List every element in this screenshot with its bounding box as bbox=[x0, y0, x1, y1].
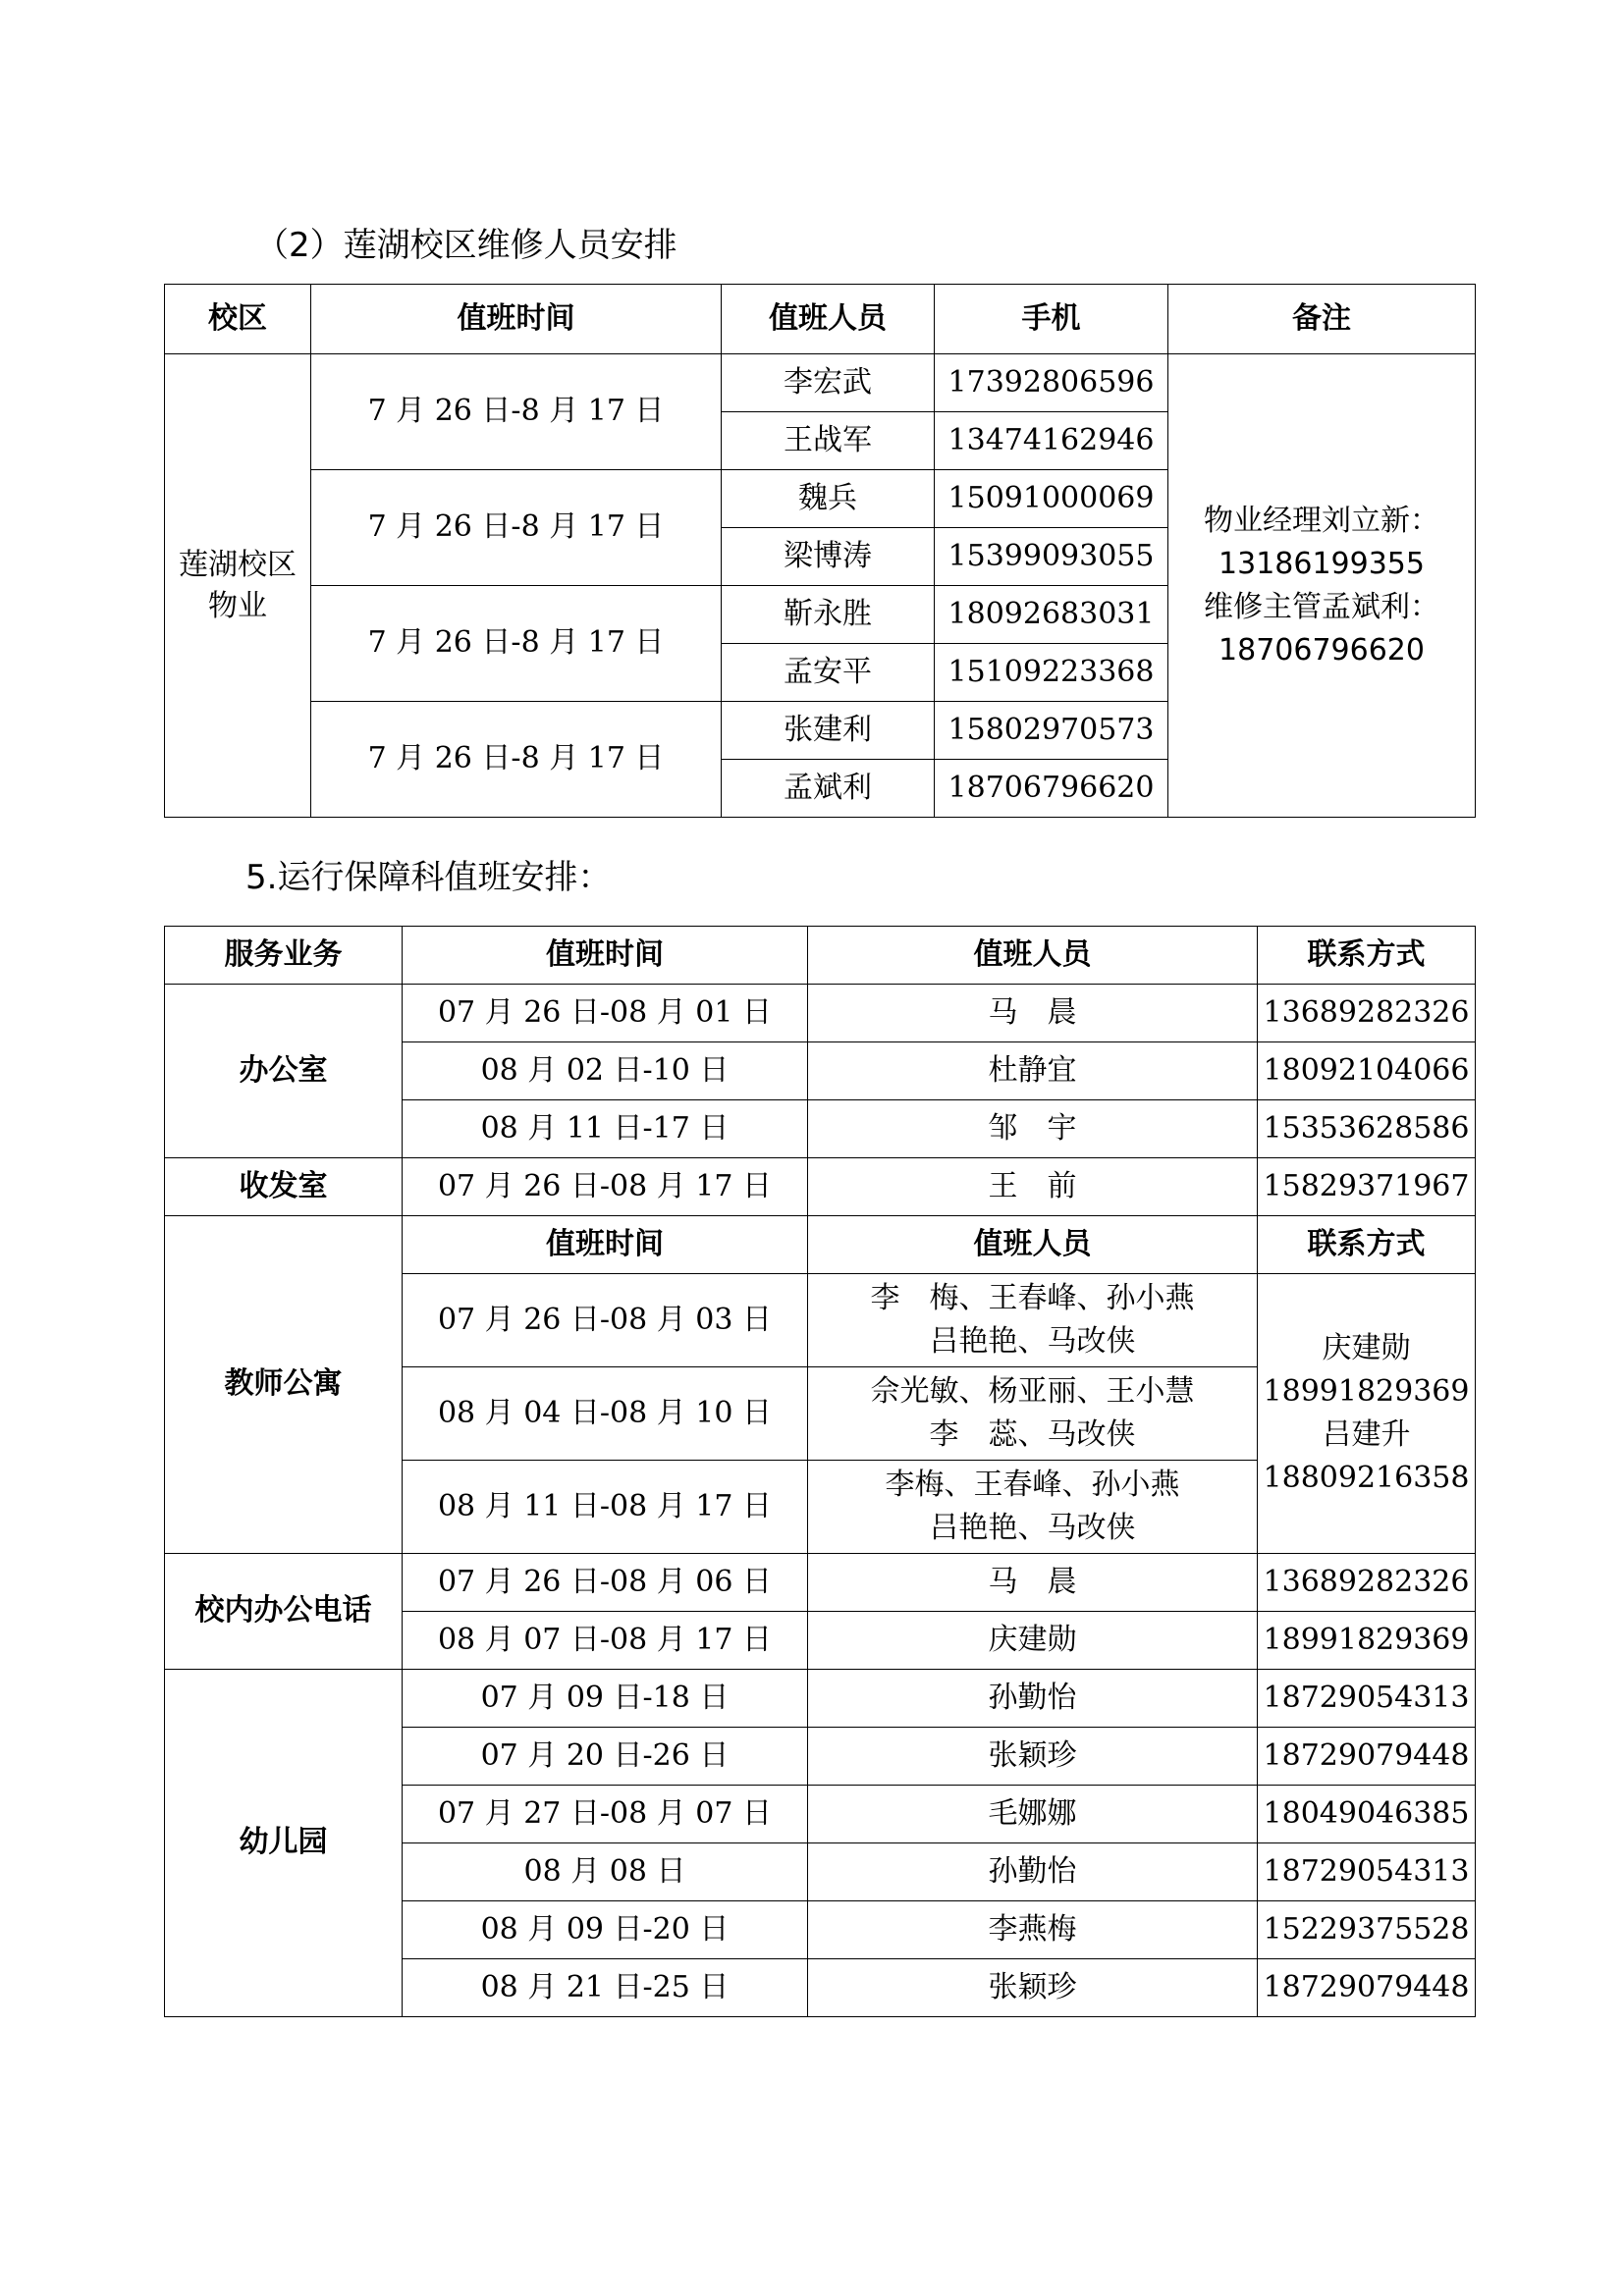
staff-line: 吕艳艳、马改侠 bbox=[929, 1324, 1136, 1359]
staff-name: 王 前 bbox=[808, 1158, 1258, 1216]
contact-phone: 18729054313 bbox=[1258, 1670, 1476, 1728]
col-header-mobile: 手机 bbox=[935, 285, 1168, 354]
table-row bbox=[165, 1554, 1476, 1612]
duty-time: 08 月 04 日-08 月 10 日 bbox=[403, 1367, 808, 1461]
duty-time: 08 月 09 日-20 日 bbox=[403, 1901, 808, 1959]
contact-phone: 18729079448 bbox=[1258, 1728, 1476, 1786]
staff-name: 魏兵 bbox=[722, 470, 935, 528]
duty-time: 7 月 26 日-8 月 17 日 bbox=[311, 702, 722, 818]
duty-time: 07 月 26 日-08 月 03 日 bbox=[403, 1274, 808, 1367]
duty-time: 08 月 08 日 bbox=[403, 1843, 808, 1901]
staff-line: 佘光敏、杨亚丽、王小慧 bbox=[870, 1374, 1195, 1409]
contact-line: 庆建勋 bbox=[1322, 1331, 1411, 1365]
contact-phone: 15229375528 bbox=[1258, 1901, 1476, 1959]
staff-names bbox=[808, 1461, 1258, 1554]
staff-line: 李 梅、王春峰、孙小燕 bbox=[870, 1281, 1195, 1315]
duty-time: 07 月 26 日-08 月 17 日 bbox=[403, 1158, 808, 1216]
duty-time: 07 月 26 日-08 月 01 日 bbox=[403, 985, 808, 1042]
remark-line: 13186199355 bbox=[1218, 546, 1425, 581]
lianhu-maintenance-table bbox=[164, 284, 1476, 818]
staff-name: 孙勤怡 bbox=[808, 1670, 1258, 1728]
duty-time: 7 月 26 日-8 月 17 日 bbox=[311, 470, 722, 586]
staff-name: 孙勤怡 bbox=[808, 1843, 1258, 1901]
table-row bbox=[165, 1158, 1476, 1216]
staff-phone: 18092683031 bbox=[935, 586, 1168, 644]
contact-phone: 18729054313 bbox=[1258, 1843, 1476, 1901]
duty-time: 07 月 09 日-18 日 bbox=[403, 1670, 808, 1728]
duty-time: 08 月 11 日-08 月 17 日 bbox=[403, 1461, 808, 1554]
staff-name: 王战军 bbox=[722, 412, 935, 470]
table-row bbox=[165, 1670, 1476, 1728]
staff-phone: 15109223368 bbox=[935, 644, 1168, 702]
staff-name: 李燕梅 bbox=[808, 1901, 1258, 1959]
remark-line: 维修主管孟斌利： bbox=[1204, 589, 1439, 624]
staff-name: 孟安平 bbox=[722, 644, 935, 702]
staff-line: 李 蕊、马改侠 bbox=[929, 1417, 1136, 1452]
contact-phone: 18991829369 bbox=[1258, 1612, 1476, 1670]
staff-name: 庆建勋 bbox=[808, 1612, 1258, 1670]
staff-name: 李宏武 bbox=[722, 354, 935, 412]
remark-line: 物业经理刘立新： bbox=[1204, 503, 1439, 538]
staff-names bbox=[808, 1274, 1258, 1367]
remark-cell bbox=[1168, 354, 1476, 818]
service-kindergarten: 幼儿园 bbox=[165, 1670, 403, 2017]
staff-names bbox=[808, 1367, 1258, 1461]
contact-line: 18991829369 bbox=[1263, 1374, 1470, 1409]
staff-name: 靳永胜 bbox=[722, 586, 935, 644]
table-header-row bbox=[165, 927, 1476, 985]
table-header-row bbox=[165, 285, 1476, 354]
table-row bbox=[165, 354, 1476, 412]
col-header-staff: 值班人员 bbox=[808, 927, 1258, 985]
section-heading-lianhu: （2）莲湖校区维修人员安排 bbox=[255, 226, 677, 265]
duty-time: 08 月 07 日-08 月 17 日 bbox=[403, 1612, 808, 1670]
staff-name: 梁博涛 bbox=[722, 528, 935, 586]
table-row bbox=[165, 985, 1476, 1042]
contact-phone: 18092104066 bbox=[1258, 1042, 1476, 1100]
service-teacher-apartment: 教师公寓 bbox=[165, 1216, 403, 1554]
sub-header-contact: 联系方式 bbox=[1258, 1216, 1476, 1274]
staff-name: 邹 宇 bbox=[808, 1100, 1258, 1158]
staff-name: 马 晨 bbox=[808, 1554, 1258, 1612]
staff-name: 马 晨 bbox=[808, 985, 1258, 1042]
contact-phone: 13689282326 bbox=[1258, 1554, 1476, 1612]
apartment-contact bbox=[1258, 1274, 1476, 1554]
duty-time: 07 月 26 日-08 月 06 日 bbox=[403, 1554, 808, 1612]
staff-name: 张颖珍 bbox=[808, 1728, 1258, 1786]
contact-phone: 13689282326 bbox=[1258, 985, 1476, 1042]
contact-phone: 18729079448 bbox=[1258, 1959, 1476, 2017]
duty-time: 7 月 26 日-8 月 17 日 bbox=[311, 586, 722, 702]
col-header-service: 服务业务 bbox=[165, 927, 403, 985]
col-header-remark: 备注 bbox=[1168, 285, 1476, 354]
table-row bbox=[165, 1216, 1476, 1274]
staff-phone: 15802970573 bbox=[935, 702, 1168, 760]
service-mailroom: 收发室 bbox=[165, 1158, 403, 1216]
duty-time: 7 月 26 日-8 月 17 日 bbox=[311, 354, 722, 470]
staff-phone: 18706796620 bbox=[935, 760, 1168, 818]
col-header-contact: 联系方式 bbox=[1258, 927, 1476, 985]
contact-phone: 15353628586 bbox=[1258, 1100, 1476, 1158]
sub-header-staff: 值班人员 bbox=[808, 1216, 1258, 1274]
staff-phone: 17392806596 bbox=[935, 354, 1168, 412]
contact-phone: 18049046385 bbox=[1258, 1786, 1476, 1843]
staff-name: 张颖珍 bbox=[808, 1959, 1258, 2017]
duty-time: 07 月 27 日-08 月 07 日 bbox=[403, 1786, 808, 1843]
contact-line: 18809216358 bbox=[1263, 1461, 1470, 1495]
col-header-staff: 值班人员 bbox=[722, 285, 935, 354]
staff-phone: 13474162946 bbox=[935, 412, 1168, 470]
staff-phone: 15399093055 bbox=[935, 528, 1168, 586]
contact-line: 吕建升 bbox=[1322, 1417, 1411, 1452]
sub-header-time: 值班时间 bbox=[403, 1216, 808, 1274]
campus-cell: 莲湖校区物业 bbox=[165, 354, 311, 818]
col-header-time: 值班时间 bbox=[311, 285, 722, 354]
staff-name: 孟斌利 bbox=[722, 760, 935, 818]
duty-time: 07 月 20 日-26 日 bbox=[403, 1728, 808, 1786]
col-header-campus: 校区 bbox=[165, 285, 311, 354]
col-header-time: 值班时间 bbox=[403, 927, 808, 985]
staff-name: 张建利 bbox=[722, 702, 935, 760]
remark-line: 18706796620 bbox=[1218, 632, 1425, 667]
staff-phone: 15091000069 bbox=[935, 470, 1168, 528]
operations-duty-table bbox=[164, 926, 1476, 2017]
staff-name: 毛娜娜 bbox=[808, 1786, 1258, 1843]
duty-time: 08 月 21 日-25 日 bbox=[403, 1959, 808, 2017]
service-office: 办公室 bbox=[165, 985, 403, 1158]
staff-line: 吕艳艳、马改侠 bbox=[929, 1511, 1136, 1545]
duty-time: 08 月 11 日-17 日 bbox=[403, 1100, 808, 1158]
staff-line: 李梅、王春峰、孙小燕 bbox=[885, 1468, 1180, 1502]
service-campus-phone: 校内办公电话 bbox=[165, 1554, 403, 1670]
duty-time: 08 月 02 日-10 日 bbox=[403, 1042, 808, 1100]
contact-phone: 15829371967 bbox=[1258, 1158, 1476, 1216]
section-heading-operations: 5.运行保障科值班安排： bbox=[245, 858, 612, 897]
staff-name: 杜静宜 bbox=[808, 1042, 1258, 1100]
